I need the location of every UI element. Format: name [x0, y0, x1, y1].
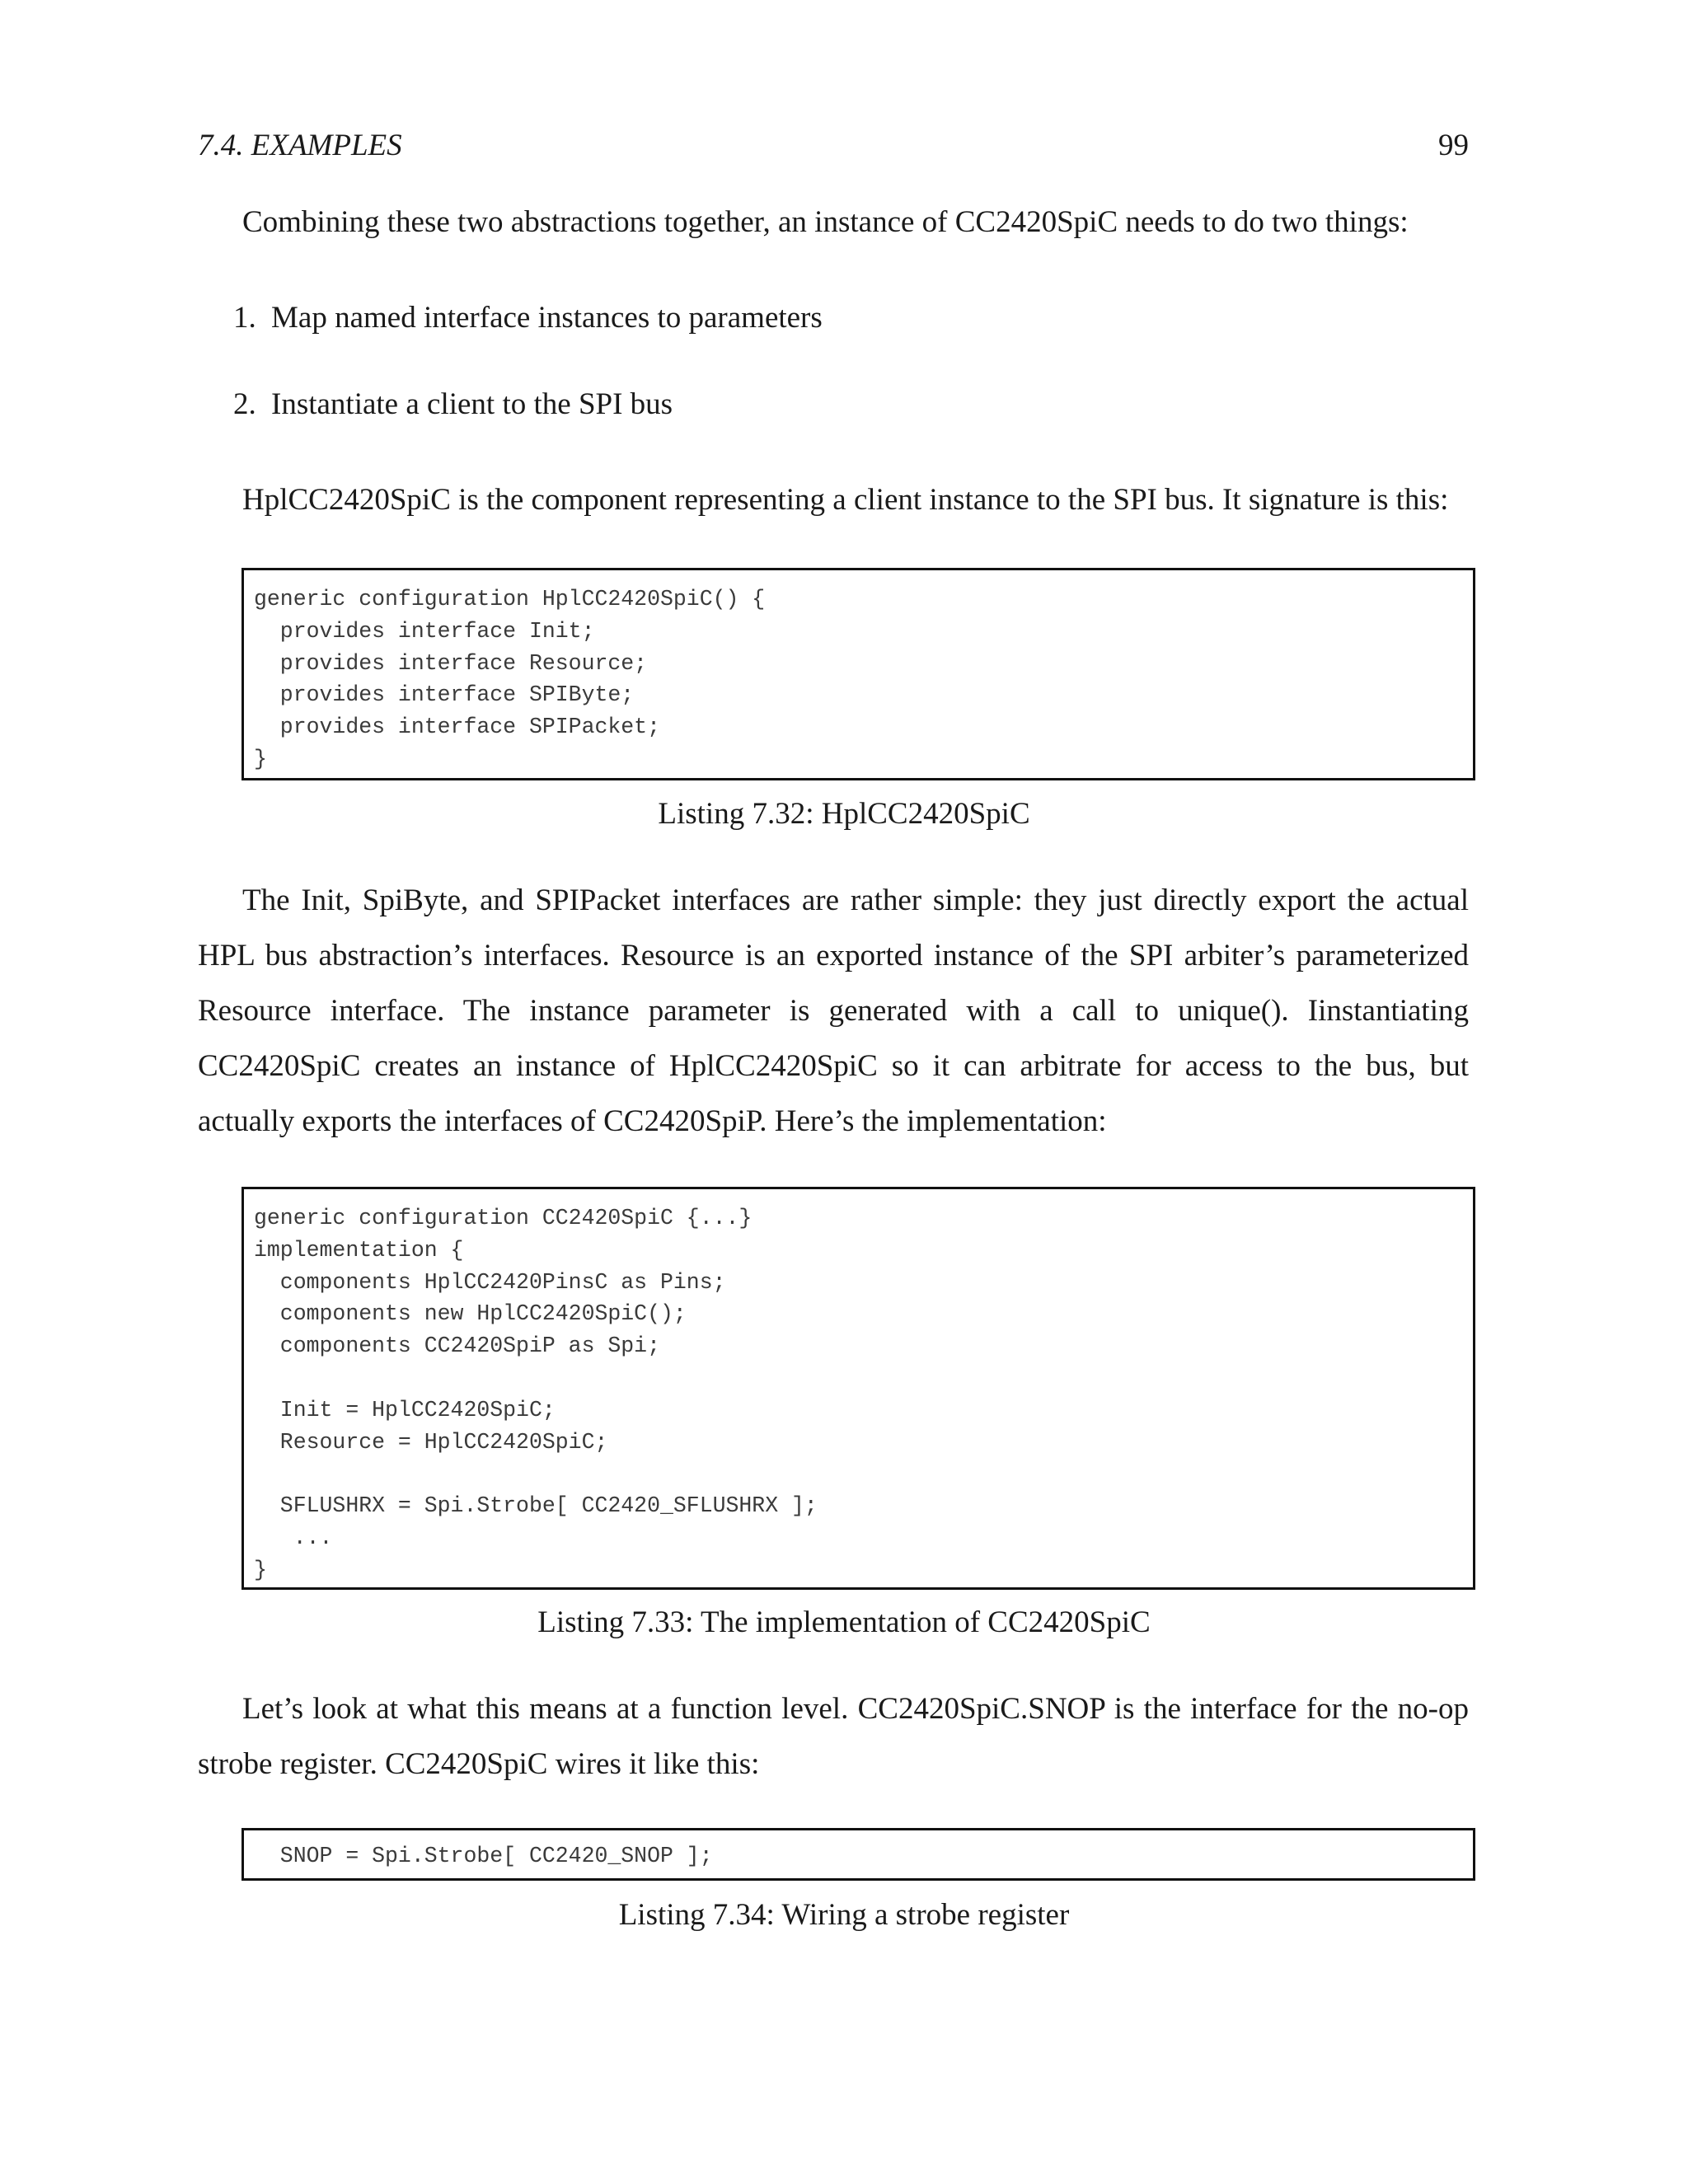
code-line: SFLUSHRX = Spi.Strobe[ CC2420_SFLUSHRX ];	[254, 1493, 818, 1519]
list-text: Instantiate a client to the SPI bus	[271, 387, 673, 421]
code-line: SNOP = Spi.Strobe[ CC2420_SNOP ];	[254, 1844, 713, 1868]
code-line: components HplCC2420PinsC as Pins;	[254, 1269, 726, 1295]
code-listing-7-32	[241, 568, 1475, 780]
code-line: }	[254, 1557, 267, 1582]
code-line: ...	[254, 1525, 333, 1550]
code-line: provides interface Resource;	[254, 650, 648, 676]
code-line: generic configuration HplCC2420SpiC() {	[254, 587, 766, 612]
list-number: 2.	[233, 387, 256, 421]
code-listing-7-34	[241, 1828, 1475, 1881]
list-item	[233, 387, 673, 422]
signature-text: HplCC2420SpiC is the component representing a client instance to the SPI bus. It signature is this:	[242, 483, 1449, 517]
function-paragraph: Let’s look at what this means at a function level. CC2420SpiC.SNOP is the interface for the no-op strobe register. CC2420SpiC wires it like this:	[198, 1692, 1469, 1781]
list-number: 1.	[233, 301, 256, 335]
code-line: Init = HplCC2420SpiC;	[254, 1397, 556, 1422]
body-paragraph: The Init, SpiByte, and SPIPacket interfaces are rather simple: they just directly export the actual HPL bus abstraction’s interfaces. Resource is an exported instance of the SPI arbiter’s parameterized Resource interface. The instance parameter is generated with a call to unique(). Iinstantiating CC2420SpiC creates an instance of HplCC2420SpiC so it can arbitrate for access to the bus, but actually exports the interfaces of CC2420SpiP. Here’s the implementation:	[198, 883, 1469, 1138]
code-line: provides interface SPIPacket;	[254, 715, 660, 740]
code-line: Resource = HplCC2420SpiC;	[254, 1429, 608, 1455]
code-line: }	[254, 746, 267, 771]
list-item	[233, 300, 823, 335]
listing-caption: Listing 7.33: The implementation of CC2420SpiC	[537, 1605, 1151, 1639]
listing-caption: Listing 7.32: HplCC2420SpiC	[658, 797, 1030, 831]
list-text: Map named interface instances to parameters	[271, 301, 823, 335]
code-line: components new HplCC2420SpiC();	[254, 1301, 687, 1327]
running-header	[198, 128, 1469, 169]
code-listing-7-33	[241, 1187, 1475, 1590]
code-line: implementation {	[254, 1237, 464, 1263]
code-line	[254, 1458, 1473, 1490]
intro-text: Combining these two abstractions together, an instance of CC2420SpiC needs to do two things:	[242, 205, 1409, 239]
section-title: 7.4. EXAMPLES	[198, 129, 402, 162]
code-line: components CC2420SpiP as Spi;	[254, 1333, 660, 1359]
listing-caption: Listing 7.34: Wiring a strobe register	[618, 1898, 1070, 1932]
page-number: 99	[1438, 129, 1469, 162]
code-line	[254, 1362, 1473, 1394]
code-line: provides interface Init;	[254, 618, 595, 644]
code-line: provides interface SPIByte;	[254, 682, 635, 708]
code-line: generic configuration CC2420SpiC {...}	[254, 1206, 753, 1230]
